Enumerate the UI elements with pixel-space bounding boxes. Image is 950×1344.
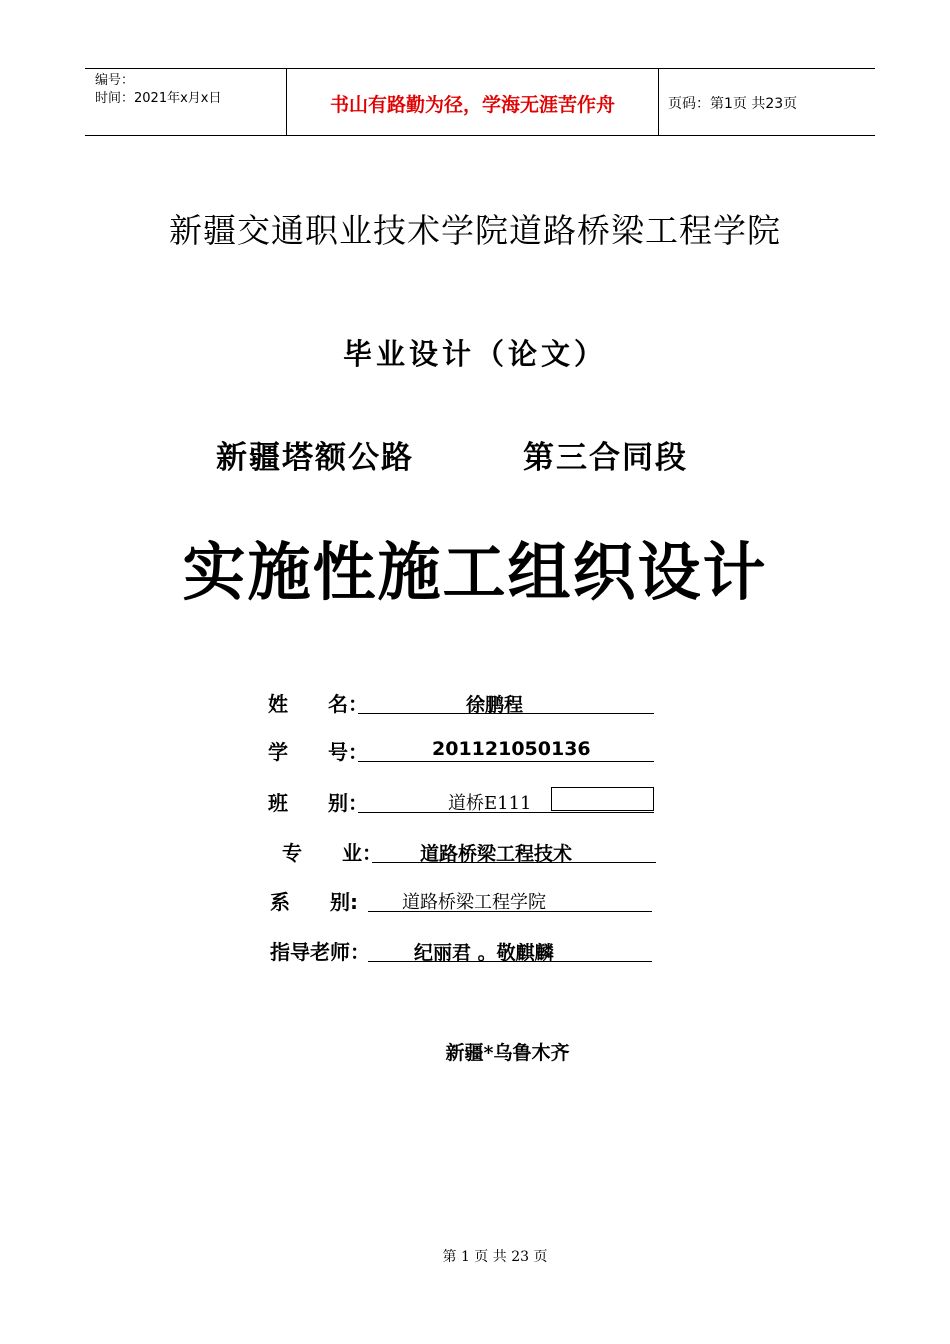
info-row-major <box>0 837 950 867</box>
advisor-label: 指导老师： <box>270 940 370 964</box>
student-id-underline <box>358 761 654 762</box>
project-road: 新疆塔额公路 <box>216 440 414 476</box>
class-label: 班 别： <box>268 791 368 815</box>
document-time: 时间：2021年x月x日 <box>95 91 222 106</box>
department-value: 道路桥梁工程学院 <box>402 892 546 913</box>
student-id-label: 学 号： <box>268 740 368 764</box>
department-label: 系 别: <box>270 890 358 914</box>
thesis-type: 毕业设计（论文） <box>342 337 607 371</box>
name-value: 徐鹏程 <box>466 694 524 716</box>
info-row-name <box>0 688 950 718</box>
header-table <box>85 68 875 136</box>
project-section: 第三合同段 <box>523 440 688 476</box>
class-value: 道桥E111 <box>448 793 532 814</box>
major-value: 道路桥梁工程技术 <box>420 843 573 865</box>
info-row-advisor <box>0 936 950 966</box>
place: 新疆*乌鲁木齐 <box>445 1042 570 1064</box>
info-row-department <box>0 886 950 916</box>
main-title: 实施性施工组织设计 <box>182 536 768 609</box>
header-meta <box>85 69 286 135</box>
major-label: 专 业： <box>282 841 382 865</box>
student-id-value: 201121050136 <box>432 738 591 760</box>
header-page-info: 页码：第1页 共23页 <box>668 96 798 112</box>
info-row-class <box>0 787 950 817</box>
school-name: 新疆交通职业技术学院道路桥梁工程学院 <box>169 211 781 250</box>
page-footer: 第 1 页 共 23 页 <box>442 1249 548 1265</box>
name-label: 姓 名： <box>268 692 368 716</box>
advisor-value: 纪丽君 。敬麒麟 <box>414 942 554 964</box>
document-number: 编号： <box>95 73 135 88</box>
class-input-box <box>551 787 654 811</box>
info-row-student-id <box>0 736 950 766</box>
header-motto: 书山有路勤为径，学海无涯苦作舟 <box>286 69 659 135</box>
